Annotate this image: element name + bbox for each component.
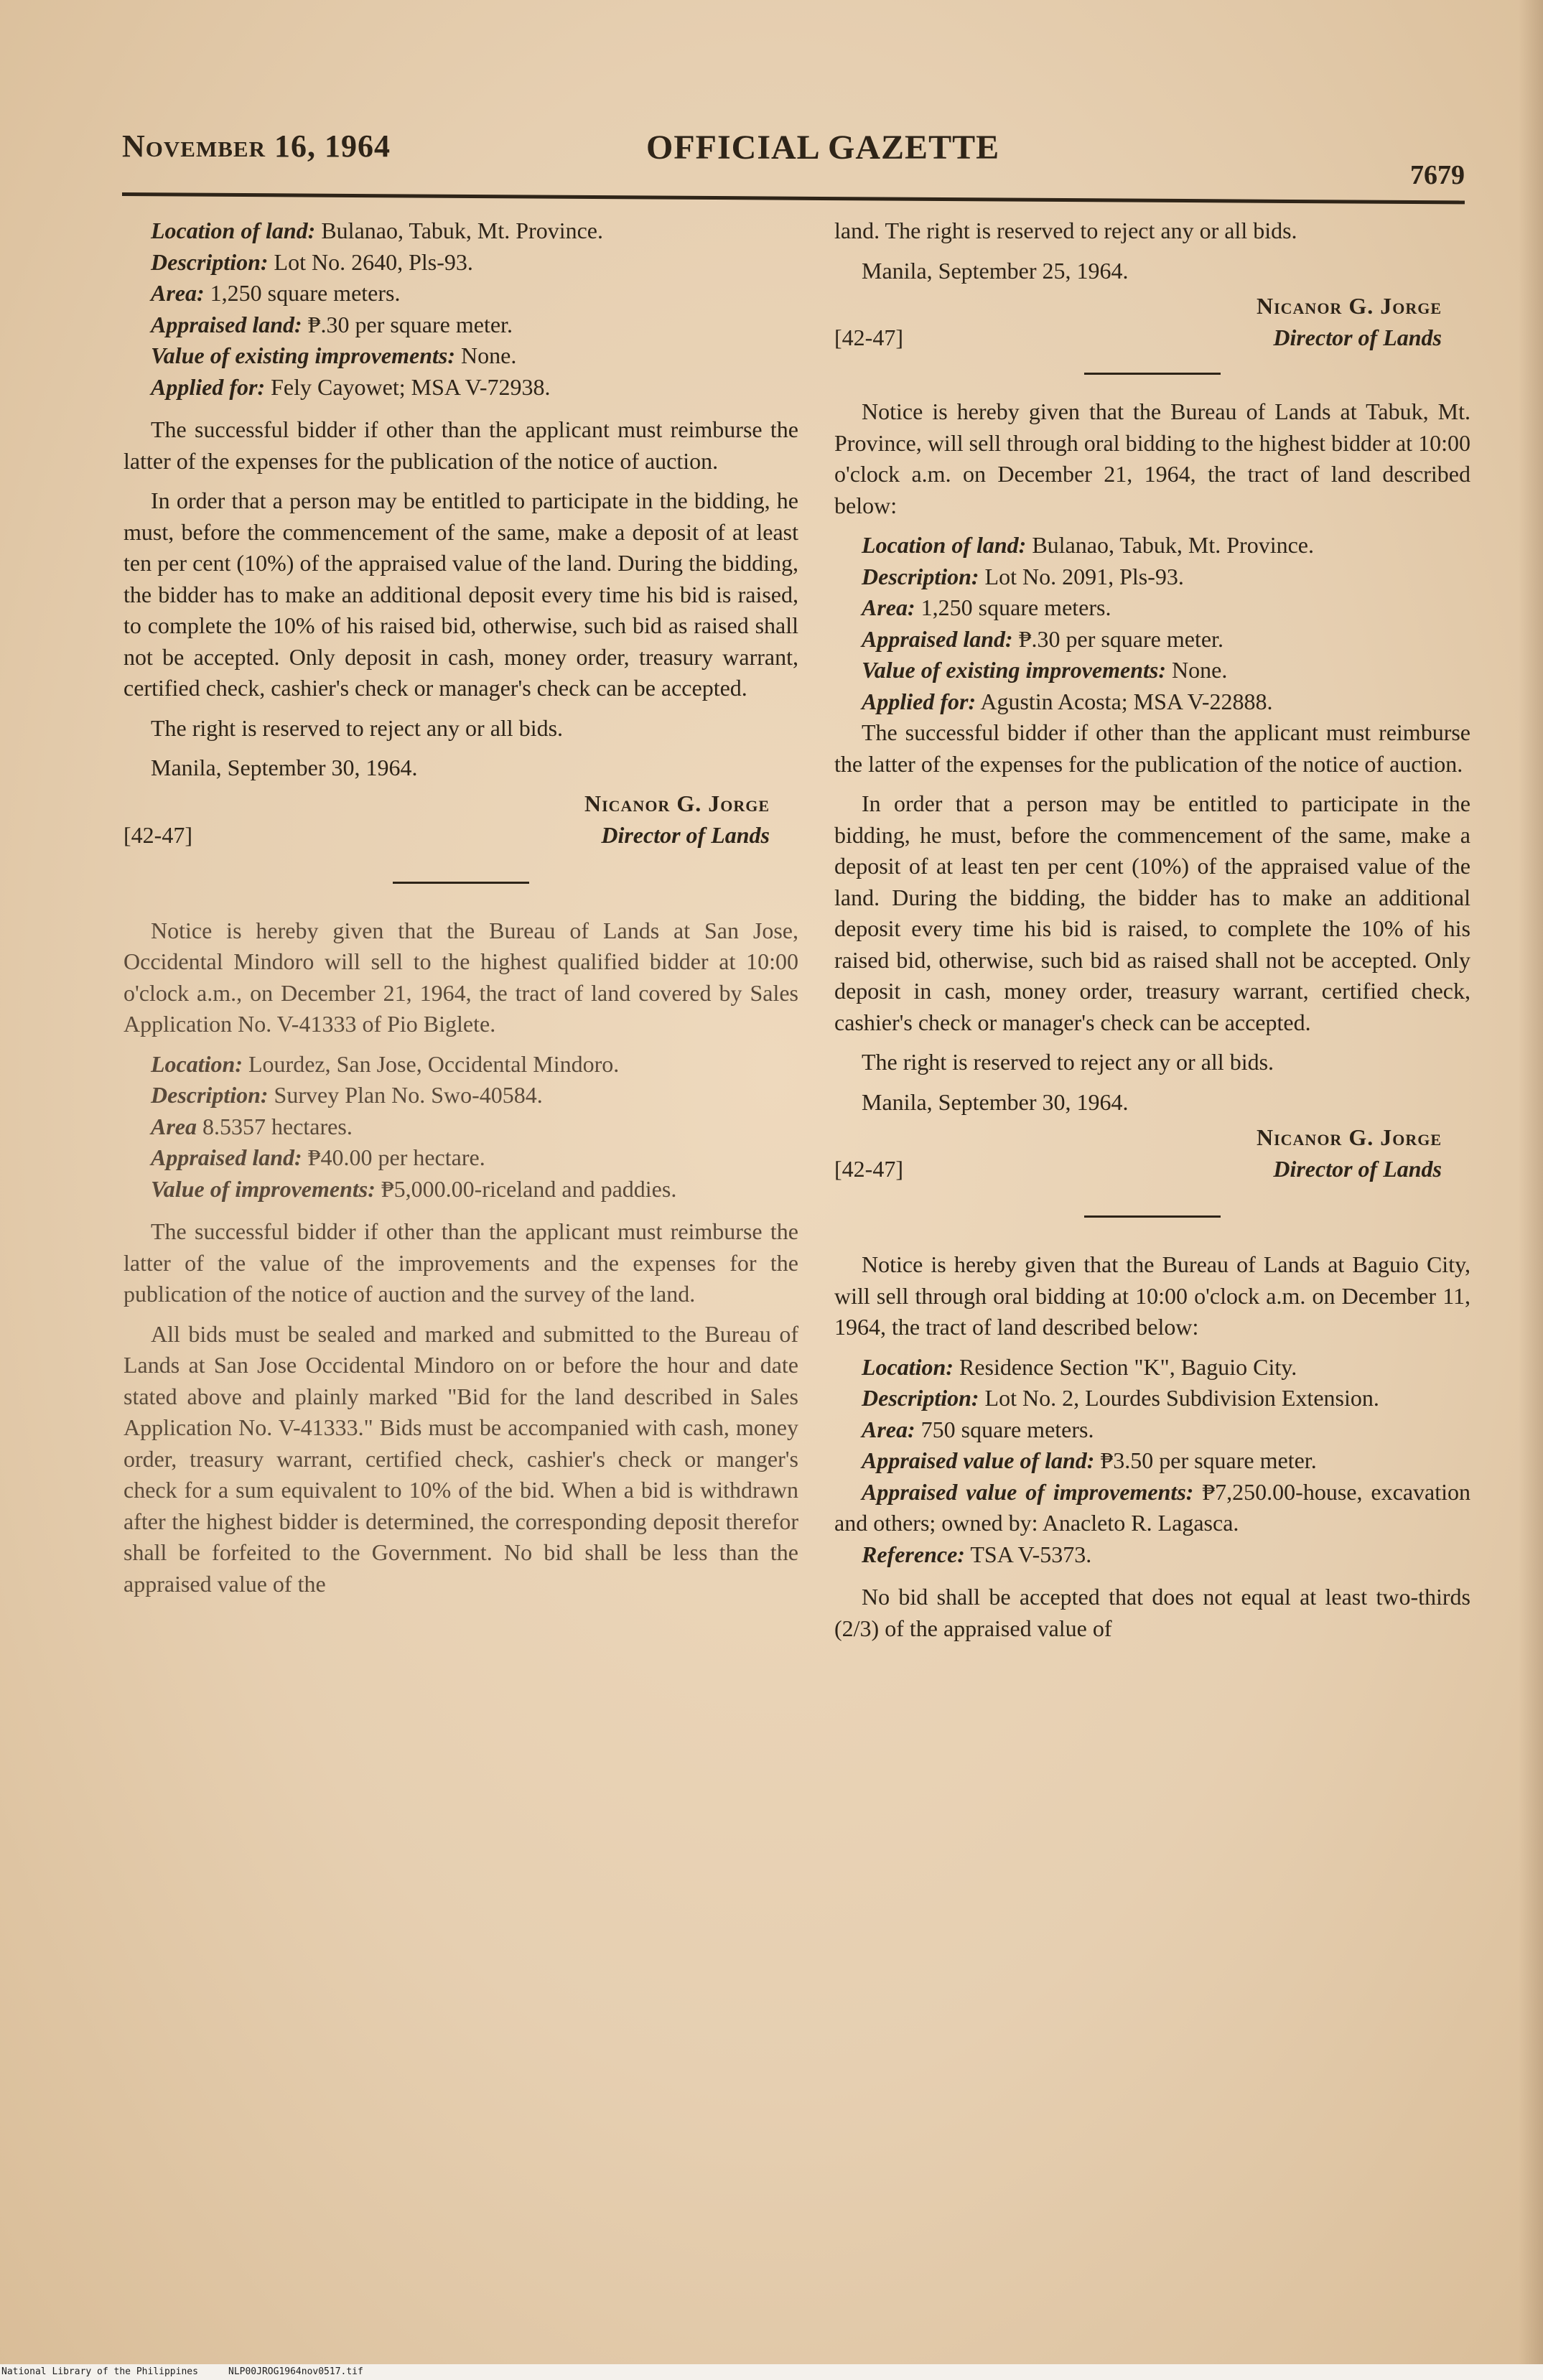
field-value: Fely Cayowet; MSA V-72938. xyxy=(271,373,551,400)
signatory-name: Nicanor G. Jorge xyxy=(1256,1124,1442,1150)
dateline: Manila, September 25, 1964. xyxy=(862,257,1129,284)
left-column xyxy=(123,215,798,1608)
field-area xyxy=(834,1414,1470,1446)
signature-block xyxy=(834,1122,1470,1194)
signatory-title: Director of Lands xyxy=(1273,1156,1442,1182)
paragraph: In order that a person may be entitled to participate in the bidding, he must, before the commencement of the same, make a deposit of at least ten per cent (10%) of the appraised value of the land. During the bidding, the bidder has to make an additional deposit every time his bid is raised, to complete the 10% of his raised bid, otherwise, such bid as raised shall not be accepted. Only deposit in cash, money order, treasury warrant, certified check, cashier's check or manager's check can be accepted. xyxy=(123,487,798,701)
field-value: ₱7,250.00-house, excavation and others; owned by: Anacleto R. Lagasca. xyxy=(834,1478,1471,1536)
field-label: Applied for: xyxy=(151,373,266,400)
field-value: Lourdez, San Jose, Occidental Mindoro. xyxy=(248,1050,620,1077)
field-value: Lot No. 2, Lourdes Subdivision Extension. xyxy=(984,1385,1379,1411)
field-label: Area: xyxy=(862,1416,915,1442)
paragraph: land. The right is reserved to reject any or all bids. xyxy=(834,218,1297,243)
field-label: Location: xyxy=(862,1353,954,1380)
paragraph: Notice is hereby given that the Bureau of Lands at Tabuk, Mt. Province, will sell through oral bidding to the highest bidder at 10:00 o'clock a.m. on December 21, 1964, the tract of land described below: xyxy=(834,398,1470,518)
header-title: OFFICIAL GAZETTE xyxy=(646,129,1000,167)
field-value: Bulanao, Tabuk, Mt. Province. xyxy=(321,218,603,243)
field-label: Description: xyxy=(862,563,979,589)
header-page-number: 7679 xyxy=(1410,160,1465,190)
field-location xyxy=(123,1049,798,1081)
field-label: Appraised value of improvements: xyxy=(862,1478,1194,1505)
page-edge-shadow xyxy=(1519,0,1543,2380)
field-value: ₱.30 per square meter. xyxy=(1018,625,1223,652)
field-appraised xyxy=(834,624,1470,655)
notice-bulanao-2091 xyxy=(834,396,1470,1194)
field-value: 750 square meters. xyxy=(920,1416,1094,1442)
paragraph: The successful bidder if other than the applicant must reimburse the latter of the value of the improvements and the expenses for the publication of the notice of auction and the survey of the land. xyxy=(123,1218,798,1307)
field-improvements xyxy=(123,1174,798,1205)
field-value: ₱40.00 per hectare. xyxy=(307,1144,485,1170)
separator-rule xyxy=(393,882,529,884)
field-value: 8.5357 hectares. xyxy=(202,1113,353,1139)
field-label: Location of land: xyxy=(151,218,316,243)
signatory-name: Nicanor G. Jorge xyxy=(1256,293,1442,319)
field-location xyxy=(834,530,1470,561)
field-value: Residence Section "K", Baguio City. xyxy=(959,1353,1297,1380)
field-value: Bulanao, Tabuk, Mt. Province. xyxy=(1032,532,1314,558)
paragraph: Notice is hereby given that the Bureau of Lands at San Jose, Occidental Mindoro will sell to the highest qualified bidder at 10:00 o'clock a.m., on December 21, 1964, the tract of land covered by Sales Application No. V-41333 of Pio Biglete. xyxy=(123,917,798,1037)
signatory-title: Director of Lands xyxy=(601,821,770,848)
field-description xyxy=(123,1080,798,1111)
field-appraised xyxy=(123,1142,798,1174)
field-value: Survey Plan No. Swo-40584. xyxy=(274,1082,543,1108)
field-improvements xyxy=(834,655,1470,686)
paragraph: The right is reserved to reject any or all bids. xyxy=(151,714,564,741)
field-label: Appraised land: xyxy=(151,311,302,337)
notice-san-jose xyxy=(123,915,798,1600)
paragraph: All bids must be sealed and marked and submitted to the Bureau of Lands at San Jose Occidental Mindoro on or before the hour and date stated above and plainly marked "Bid for the land described in Sales Application No. V-41333." Bids must be accompanied with cash, money order, treasury warrant, certified check, cashier's check or manger's check for a sum equivalent to 10% of the bid. When a bid is withdrawn after the highest bidder is determined, the corresponding deposit therefor shall be forfeited to the Government. No bid shall be less than the appraised value of the xyxy=(123,1320,798,1597)
paragraph: The successful bidder if other than the applicant must reimburse the latter of the expenses for the publication of the notice of auction. xyxy=(834,719,1470,777)
field-improvements xyxy=(123,340,798,372)
signature-block xyxy=(123,788,798,860)
field-area xyxy=(123,278,798,309)
notice-code: [42-47] xyxy=(123,821,192,848)
field-label: Appraised value of land: xyxy=(862,1447,1095,1473)
right-column xyxy=(834,215,1470,1653)
field-label: Value of existing improvements: xyxy=(862,657,1166,683)
field-label: Applied for: xyxy=(862,688,976,714)
notice-baguio xyxy=(834,1249,1470,1644)
field-value: 1,250 square meters. xyxy=(210,280,401,306)
paragraph: No bid shall be accepted that does not equal at least two-thirds (2/3) of the appraised value of xyxy=(834,1584,1470,1641)
paragraph: The successful bidder if other than the applicant must reimburse the latter of the expenses for the publication of the notice of auction. xyxy=(123,416,798,474)
signatory-name: Nicanor G. Jorge xyxy=(584,790,770,816)
scan-footer xyxy=(0,2364,1543,2380)
field-location xyxy=(834,1352,1470,1383)
field-value: ₱5,000.00-riceland and paddies. xyxy=(381,1175,677,1202)
field-description xyxy=(834,561,1470,593)
field-value: None. xyxy=(461,342,517,368)
field-description xyxy=(834,1383,1470,1414)
field-label: Area: xyxy=(862,594,915,620)
notice-code: [42-47] xyxy=(834,325,903,350)
field-label: Value of existing improvements: xyxy=(151,342,455,368)
field-label: Appraised land: xyxy=(151,1144,302,1170)
field-label: Value of improvements: xyxy=(151,1175,376,1202)
field-value: 1,250 square meters. xyxy=(920,594,1111,620)
field-appraised xyxy=(123,309,798,341)
field-description xyxy=(123,247,798,279)
field-value: ₱.30 per square meter. xyxy=(307,311,513,337)
field-label: Reference: xyxy=(862,1541,965,1567)
field-value: Agustin Acosta; MSA V-22888. xyxy=(980,688,1273,714)
dateline: Manila, September 30, 1964. xyxy=(862,1088,1129,1115)
signature-block xyxy=(834,291,1470,363)
field-reference xyxy=(834,1539,1470,1571)
field-applied xyxy=(123,372,798,403)
field-value: Lot No. 2091, Pls-93. xyxy=(984,563,1184,589)
field-label: Description: xyxy=(151,1082,269,1108)
field-location xyxy=(123,215,798,247)
field-label: Area: xyxy=(151,280,205,306)
field-value: ₱3.50 per square meter. xyxy=(1100,1447,1317,1473)
signatory-title: Director of Lands xyxy=(1273,325,1442,350)
notice-continuation xyxy=(834,215,1470,363)
field-label: Appraised land: xyxy=(862,625,1013,652)
notice-code: [42-47] xyxy=(834,1156,903,1182)
separator-rule xyxy=(1084,1215,1221,1218)
paragraph: Notice is hereby given that the Bureau of Lands at Baguio City, will sell through oral bidding at 10:00 o'clock a.m. on December 11, 1964, the tract of land described below: xyxy=(834,1251,1470,1340)
paragraph: In order that a person may be entitled to participate in the bidding, he must, before the commencement of the same, make a deposit of at least ten per cent (10%) of the appraised value of the land. During the bidding, the bidder has to make an additional deposit every time his bid is raised, to complete the 10% of his raised bid, otherwise, such bid as raised shall not be accepted. Only deposit in cash, money order, treasury warrant, certified check, cashier's check or manager's check can be accepted. xyxy=(834,790,1470,1035)
field-value: TSA V-5373. xyxy=(970,1541,1092,1567)
field-label: Location of land: xyxy=(862,532,1027,558)
field-area xyxy=(123,1111,798,1143)
separator-rule xyxy=(1084,373,1221,375)
field-label: Description: xyxy=(151,248,269,275)
field-appraised xyxy=(834,1445,1470,1477)
footer-library: National Library of the Philippines xyxy=(1,2366,198,2377)
paragraph: The right is reserved to reject any or all bids. xyxy=(862,1049,1274,1075)
field-value: None. xyxy=(1172,657,1228,683)
field-label: Area xyxy=(151,1113,197,1139)
dateline: Manila, September 30, 1964. xyxy=(151,755,418,780)
field-label: Location: xyxy=(151,1050,243,1077)
field-applied xyxy=(834,686,1470,718)
page-header xyxy=(122,122,1472,201)
field-improvements xyxy=(834,1477,1470,1539)
header-date: November 16, 1964 xyxy=(122,129,391,164)
field-value: Lot No. 2640, Pls-93. xyxy=(274,248,473,275)
notice-bulanao-2640 xyxy=(123,215,798,860)
field-label: Description: xyxy=(862,1385,979,1411)
footer-file: NLP00JROG1964nov0517.tif xyxy=(228,2366,363,2377)
field-area xyxy=(834,592,1470,624)
